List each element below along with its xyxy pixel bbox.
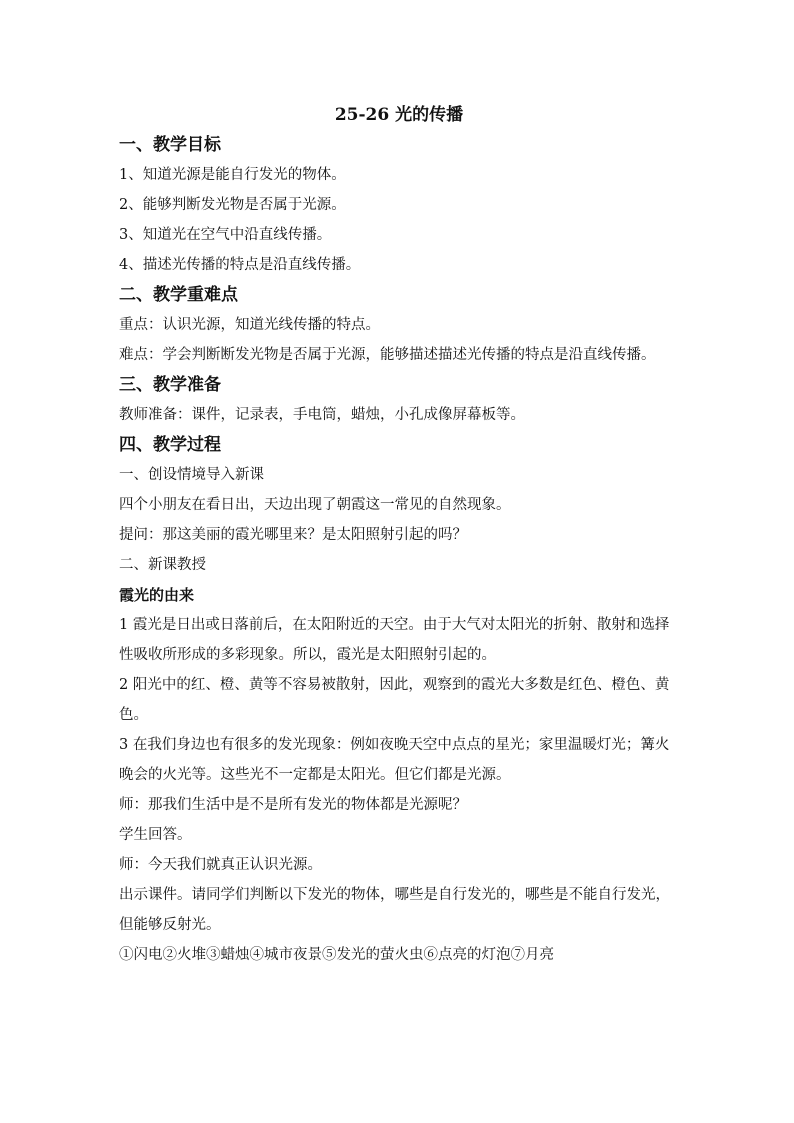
numbered-paragraph: 3 在我们身边也有很多的发光现象：例如夜晚天空中点点的星光；家里温暖灯光；篝火晚会的火光等。这些光不一定都是太阳光。但它们都是光源。 <box>119 737 670 783</box>
difficulty-text: 难点：学会判断断发光物是否属于光源，能够描述描述光传播的特点是沿直线传播。 <box>119 347 656 363</box>
step-heading: 一、创设情境导入新课 <box>119 467 264 483</box>
key-point-text: 重点：认识光源，知道光线传播的特点。 <box>119 317 380 333</box>
paragraph: 四个小朋友在看日出，天边出现了朝霞这一常见的自然现象。 <box>119 497 511 513</box>
numbered-paragraph: 2 阳光中的红、橙、黄等不容易被散射，因此，观察到的霞光大多数是红色、橙色、黄色。 <box>119 677 670 723</box>
section-heading-process: 四、教学过程 <box>119 435 221 455</box>
paragraph: 师：今天我们就真正认识光源。 <box>119 857 322 873</box>
section-heading-preparation: 三、教学准备 <box>119 375 221 395</box>
object-list: ①闪电②火堆③蜡烛④城市夜景⑤发光的萤火虫⑥点亮的灯泡⑦月亮 <box>119 947 554 963</box>
section-heading-keypoints: 二、教学重难点 <box>119 285 238 305</box>
preparation-text: 教师准备：课件，记录表，手电筒，蜡烛，小孔成像屏幕板等。 <box>119 407 525 423</box>
goal-item: 4、描述光传播的特点是沿直线传播。 <box>119 257 361 273</box>
paragraph: 师：那我们生活中是不是所有发光的物体都是光源呢？ <box>119 797 467 813</box>
step-heading: 二、新课教授 <box>119 557 206 573</box>
sub-heading: 霞光的由来 <box>119 586 195 604</box>
paragraph: 出示课件。请同学们判断以下发光的物体，哪些是自行发光的，哪些是不能自行发光，但能够反射光。 <box>119 887 670 933</box>
goal-item: 1、知道光源是能自行发光的物体。 <box>119 167 346 183</box>
numbered-paragraph: 1 霞光是日出或日落前后，在太阳附近的天空。由于大气对太阳光的折射、散射和选择性吸收所形成的多彩现象。所以，霞光是太阳照射引起的。 <box>119 617 670 663</box>
section-heading-goals: 一、教学目标 <box>119 135 221 155</box>
goal-item: 3、知道光在空气中沿直线传播。 <box>119 227 332 243</box>
paragraph: 提问：那这美丽的霞光哪里来？是太阳照射引起的吗？ <box>119 527 467 543</box>
document-title: 25-26 光的传播 <box>334 105 464 125</box>
paragraph: 学生回答。 <box>119 827 192 843</box>
goal-item: 2、能够判断发光物是否属于光源。 <box>119 197 346 213</box>
document-body <box>119 100 679 970</box>
